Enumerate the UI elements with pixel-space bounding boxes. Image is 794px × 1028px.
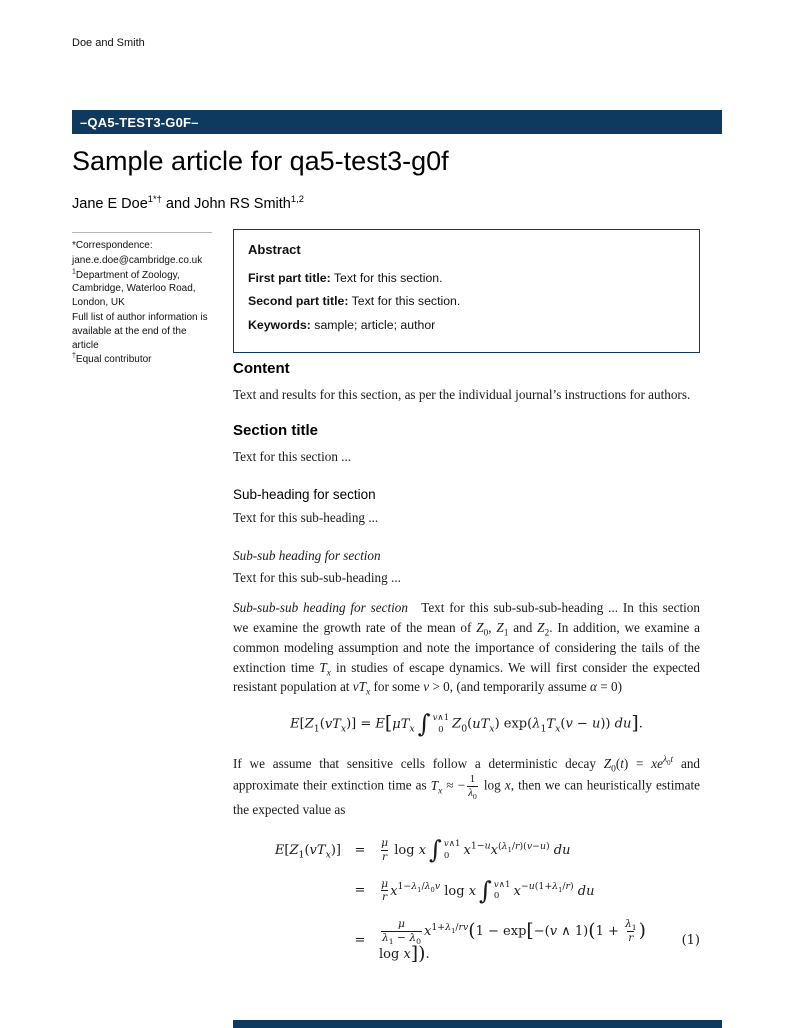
affiliation-note: $^1$Department of Zoology, Cambridge, Waterloo Road, London, UK — [72, 268, 196, 309]
equation-rhs: $\frac{\mu}{r}$ $x^{1-\lambda_1/\lambda_0v}$ log x ∫ v∧1 0 $x^{-u(1+\lambda_1/r)}$ du — [381, 875, 595, 905]
author-info-availability-note: Full list of author information is available at the end of the article — [72, 311, 208, 351]
equals-sign: = — [354, 933, 366, 949]
footer-bar — [233, 1020, 722, 1028]
article-title: Sample article for qa5-test3-g0f — [72, 146, 449, 176]
subheading: Sub-heading for section — [233, 486, 376, 502]
authors-line: Jane E Doe$^{1*\dagger}$ and John RS Smith$^{1,2}$ — [72, 193, 304, 212]
equation-rhs: $\frac{\mu}{r}$ log x ∫ v∧1 0 $x^{1-u}x^{(\lambda_1/r)(v-u)}$ du — [381, 835, 571, 865]
equation-row-3 — [233, 911, 700, 971]
second-paragraph: If we assume that sensitive cells follow a deterministic decay $Z_0(t) = xe^{\lambda_0t}$ and approximate their extinction time as $T_x$ ≈ − $\frac{1}{\lambda_0}$ log x, then we can heuristically estimate the expected value as — [233, 755, 701, 818]
abstract-part-2-text: Text for this section. — [351, 294, 461, 309]
correspondence-label: *Correspondence: — [72, 240, 153, 251]
equation-lhs — [233, 911, 341, 971]
article-body — [233, 354, 700, 971]
subheading-paragraph: Text for this sub-heading ... — [233, 509, 379, 525]
equation-lhs: $E[Z_1(vT_x)]$ — [274, 842, 341, 861]
equation-number — [666, 871, 700, 912]
banner-text: –QA5-TEST3-G0F– — [80, 114, 199, 130]
run-in-heading-paragraph: Sub-sub-sub heading for section Text for this sub-sub-sub-heading ... In this section we examine the growth rate of the mean of $Z_0$, $Z_1$ and $Z_2$. In addition, we examine a common modeling assumption and note the importance of considering the tails of the extinction time $T_x$ in studies of escape dynamics. We will first consider the expected resistant population at $vT_x$ for some v > 0, (and temporarily assume α = 0) — [233, 600, 701, 699]
abstract-part-1-label: First part title: — [248, 270, 331, 285]
abstract-part-1 — [248, 269, 685, 289]
aligned-equations — [233, 830, 700, 971]
content-heading: Content — [233, 360, 290, 377]
journal-banner — [72, 110, 722, 134]
equation-rhs: $\frac{\mu}{\lambda_1 - \lambda_0}$ $x^{1+\lambda_1/rv}(1 - \exp[-(v$ ∧ 1)(1 + $\frac{\lambda_1}{r}$ ) log x]). — [379, 917, 646, 965]
equation-lhs — [233, 871, 341, 912]
equal-contributor-note: †Equal contributor — [72, 353, 152, 366]
abstract-part-2-label: Second part title: — [248, 294, 349, 309]
equals-sign: = — [354, 883, 366, 899]
section-heading: Section title — [233, 422, 319, 440]
correspondence-email: jane.e.doe@cambridge.co.uk — [72, 254, 203, 266]
equals-sign: = — [354, 842, 366, 858]
abstract-part-2 — [248, 292, 685, 312]
equation-number: (1) — [681, 933, 700, 949]
keywords-label: Keywords: — [248, 318, 311, 333]
abstract-heading: Abstract — [248, 242, 301, 257]
abstract-keywords — [248, 316, 685, 336]
section-paragraph: Text for this section ... — [233, 448, 352, 464]
content-paragraph: Text and results for this section, as per the individual journal’s instructions for authors. — [233, 386, 691, 402]
subsubheading: Sub-sub heading for section — [233, 547, 381, 563]
running-header: Doe and Smith — [72, 37, 145, 49]
display-equation: $E[Z_1(vT_x)] = E[\mu T_x$ ∫ v∧1 0 $Z_0(uT_x) \exp(\lambda_1T_x(v - u))$ du]. — [290, 709, 643, 739]
keywords-text: sample; article; author — [314, 318, 436, 333]
subsubheading-paragraph: Text for this sub-sub-heading ... — [233, 570, 401, 586]
equation-row-2 — [233, 871, 700, 912]
equation-row-1 — [233, 830, 700, 871]
equation-number — [666, 830, 700, 871]
abstract-part-1-text: Text for this section. — [333, 270, 443, 285]
abstract-box — [233, 229, 700, 353]
margin-notes — [72, 232, 212, 368]
